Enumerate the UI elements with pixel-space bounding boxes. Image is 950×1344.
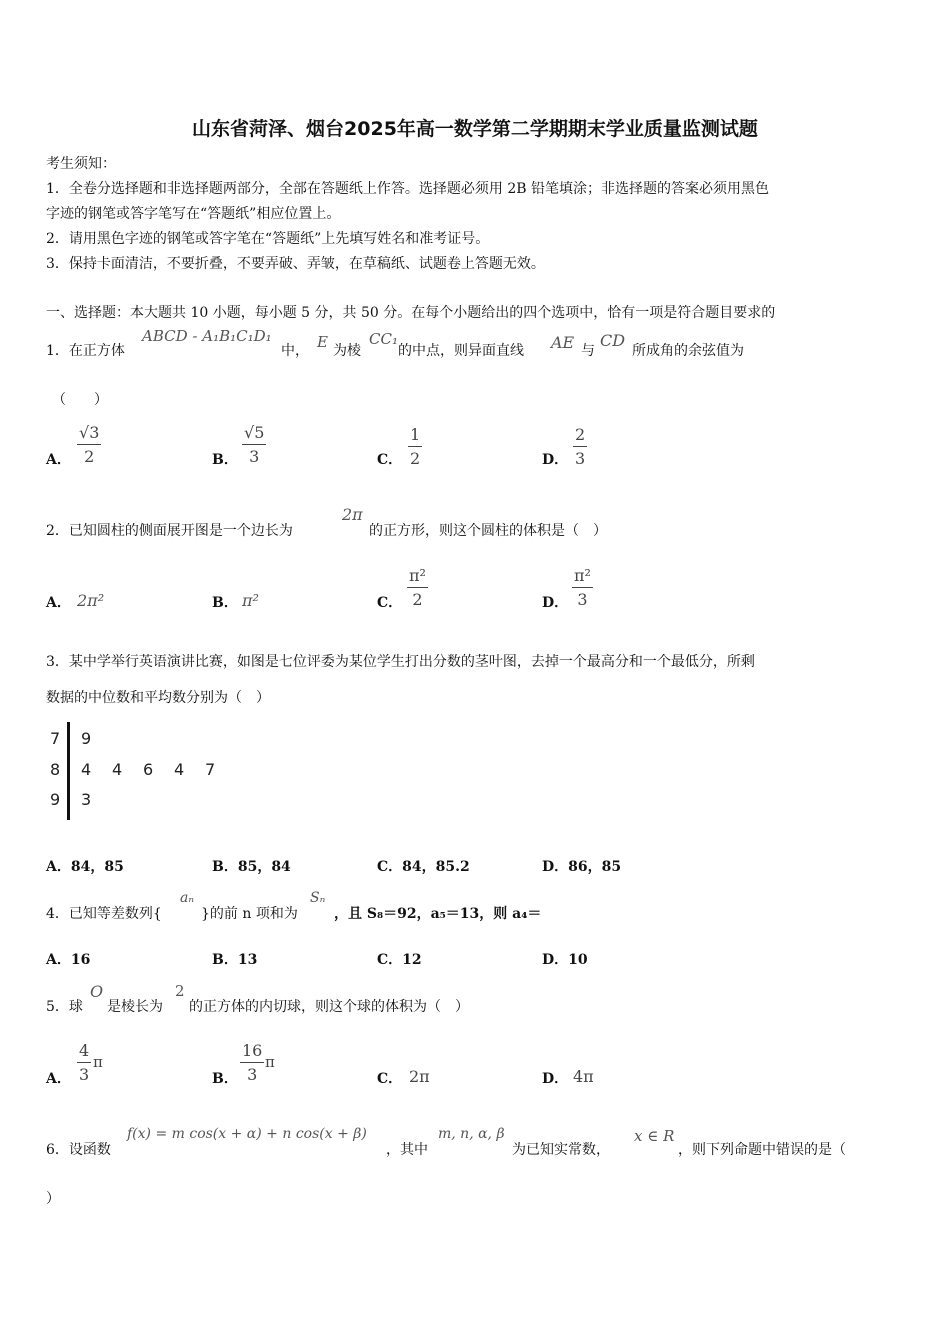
q2-option-c-label[interactable]: C． bbox=[377, 595, 403, 611]
q4-text-3: ，且 S₈＝92，a₅＝13，则 a₄＝ bbox=[334, 906, 542, 922]
q5-option-b-fraction bbox=[240, 1041, 264, 1084]
stem-leaf-divider bbox=[67, 722, 70, 820]
q2-option-b-label[interactable]: B． bbox=[212, 595, 238, 611]
q2-option-d-den: 3 bbox=[577, 590, 588, 609]
leaf: 4 bbox=[174, 760, 185, 779]
q5-option-a-label[interactable]: A． bbox=[46, 1071, 71, 1087]
leaf: 7 bbox=[205, 760, 216, 779]
notice-line-2: 2．请用黑色字迹的钢笔或答字笔在“答题纸”上先填写姓名和准考证号。 bbox=[46, 231, 490, 247]
page-title: 山东省菏泽、烟台2025年高一数学第二学期期末学业质量监测试题 bbox=[192, 118, 758, 140]
q2-option-d-num: π² bbox=[574, 566, 591, 585]
q3-option-b[interactable]: B．85，84 bbox=[212, 859, 291, 875]
q1-option-d-label[interactable]: D． bbox=[542, 452, 569, 468]
q2-text-2: 的正方形，则这个圆柱的体积是（ ） bbox=[369, 523, 607, 539]
q6-math-function: f(x) = m cos(x + α) + n cos(x + β) bbox=[127, 1126, 367, 1142]
q1-math-ae: AE bbox=[551, 333, 575, 352]
stem-9: 9 bbox=[50, 790, 61, 809]
q1-option-c-fraction bbox=[408, 425, 422, 468]
q5-option-b-den: 3 bbox=[247, 1065, 258, 1084]
q4-math-sn: Sₙ bbox=[310, 890, 326, 906]
q5-option-b-num: 16 bbox=[242, 1041, 263, 1060]
q2-option-b-value: π² bbox=[242, 591, 259, 610]
q2-text-1: 2．已知圆柱的侧面展开图是一个边长为 bbox=[46, 523, 293, 539]
q2-option-c-den: 2 bbox=[412, 590, 423, 609]
q5-option-b-label[interactable]: B． bbox=[212, 1071, 238, 1087]
q2-option-d-label[interactable]: D． bbox=[542, 595, 569, 611]
q1-option-c-den: 2 bbox=[410, 449, 421, 468]
q4-option-a[interactable]: A．16 bbox=[46, 952, 91, 968]
notice-line-1a: 1．全卷分选择题和非选择题两部分，全部在答题纸上作答。选择题必须用 2B 铅笔填涂；非选择题的答案必须用黑色 bbox=[46, 181, 769, 197]
q1-text-1: 1．在正方体 bbox=[46, 343, 125, 359]
q4-option-c[interactable]: C．12 bbox=[377, 952, 422, 968]
q5-option-a-num: 4 bbox=[79, 1041, 90, 1060]
q1-text-3: 为棱 bbox=[333, 343, 361, 359]
notice-heading: 考生须知： bbox=[46, 156, 116, 172]
q5-option-c-label[interactable]: C． bbox=[377, 1071, 403, 1087]
q1-option-b-num: √5 bbox=[244, 423, 265, 442]
q1-text-5: 与 bbox=[581, 343, 595, 359]
q5-option-d-value: 4π bbox=[573, 1067, 594, 1086]
q1-option-d-fraction bbox=[573, 425, 587, 468]
q6-text-2: ，其中 bbox=[386, 1142, 428, 1158]
q1-option-a-label[interactable]: A． bbox=[46, 452, 71, 468]
stem-7: 7 bbox=[50, 729, 61, 748]
q6-text-4: ，则下列命题中错误的是（ bbox=[678, 1142, 846, 1158]
q6-line-2: ） bbox=[46, 1191, 60, 1207]
q1-math-e: E bbox=[317, 333, 328, 351]
q6-math-domain: x ∈ R bbox=[634, 1127, 675, 1145]
q1-option-c-label[interactable]: C． bbox=[377, 452, 403, 468]
q4-text-2: }的前 n 项和为 bbox=[201, 906, 298, 922]
q3-option-c[interactable]: C．84，85.2 bbox=[377, 859, 470, 875]
q5-math-o: O bbox=[90, 982, 104, 1001]
q4-option-b[interactable]: B．13 bbox=[212, 952, 258, 968]
q2-option-c-fraction bbox=[407, 566, 428, 609]
q2-option-d-fraction bbox=[572, 566, 593, 609]
notice-line-1b: 字迹的钢笔或答字笔写在“答题纸”相应位置上。 bbox=[46, 206, 341, 222]
q5-option-a-fraction bbox=[77, 1041, 91, 1084]
q5-option-a-den: 3 bbox=[79, 1065, 90, 1084]
stem-leaf-plot bbox=[44, 722, 244, 822]
q1-math-cube: ABCD - A₁B₁C₁D₁ bbox=[142, 327, 272, 345]
q1-text-4: 的中点，则异面直线 bbox=[398, 343, 524, 359]
q5-option-d-label[interactable]: D． bbox=[542, 1071, 569, 1087]
q6-text-1: 6．设函数 bbox=[46, 1142, 111, 1158]
leaf: 6 bbox=[143, 760, 154, 779]
q2-option-a-label[interactable]: A． bbox=[46, 595, 71, 611]
q3-line-2: 数据的中位数和平均数分别为（ ） bbox=[46, 690, 270, 706]
q1-option-d-den: 3 bbox=[575, 449, 586, 468]
q2-option-a-value: 2π² bbox=[77, 591, 105, 610]
q4-text-1: 4．已知等差数列{ bbox=[46, 906, 162, 922]
q1-option-a-num: √3 bbox=[79, 423, 100, 442]
q3-option-d[interactable]: D．86，85 bbox=[542, 859, 622, 875]
q1-option-c-num: 1 bbox=[410, 425, 421, 444]
q1-option-b-fraction bbox=[242, 423, 266, 466]
q5-text-1: 5．球 bbox=[46, 999, 83, 1015]
q2-option-c-num: π² bbox=[409, 566, 426, 585]
q1-answer-paren: （ ） bbox=[52, 392, 108, 408]
q5-text-3: 的正方体的内切球，则这个球的体积为（ ） bbox=[189, 999, 469, 1015]
leaf: 4 bbox=[81, 760, 92, 779]
q3-option-a[interactable]: A．84，85 bbox=[46, 859, 124, 875]
leaf: 4 bbox=[112, 760, 123, 779]
q5-option-c-value: 2π bbox=[409, 1067, 430, 1086]
q3-line-1: 3．某中学举行英语演讲比赛，如图是七位评委为某位学生打出分数的茎叶图，去掉一个最高分和一个最低分，所剩 bbox=[46, 654, 755, 670]
q1-option-b-den: 3 bbox=[249, 447, 260, 466]
section-heading: 一、选择题：本大题共 10 小题，每小题 5 分，共 50 分。在每个小题给出的四个选项中，恰有一项是符合题目要求的 bbox=[46, 305, 776, 321]
q1-option-a-den: 2 bbox=[84, 447, 95, 466]
q6-math-constants: m, n, α, β bbox=[438, 1126, 505, 1142]
q1-math-cd: CD bbox=[600, 331, 626, 350]
q5-math-2: 2 bbox=[175, 982, 185, 1000]
q1-text-6: 所成角的余弦值为 bbox=[632, 343, 744, 359]
q1-option-a-fraction bbox=[77, 423, 101, 466]
leaf: 3 bbox=[81, 790, 92, 809]
q1-math-cc1: CC₁ bbox=[369, 330, 398, 348]
q5-option-b-pi: π bbox=[265, 1053, 275, 1071]
q4-math-an: aₙ bbox=[180, 890, 195, 906]
q6-text-3: 为已知实常数， bbox=[512, 1142, 610, 1158]
notice-line-3: 3．保持卡面清洁，不要折叠，不要弄破、弄皱，在草稿纸、试题卷上答题无效。 bbox=[46, 256, 545, 272]
q1-option-d-num: 2 bbox=[575, 425, 586, 444]
stem-8: 8 bbox=[50, 760, 61, 779]
q1-text-2: 中， bbox=[281, 343, 309, 359]
leaf: 9 bbox=[81, 729, 92, 748]
q1-option-b-label[interactable]: B． bbox=[212, 452, 238, 468]
q5-text-2: 是棱长为 bbox=[107, 999, 163, 1015]
q2-math-2pi: 2π bbox=[342, 505, 363, 524]
q5-option-a-pi: π bbox=[93, 1053, 103, 1071]
q4-option-d[interactable]: D．10 bbox=[542, 952, 588, 968]
